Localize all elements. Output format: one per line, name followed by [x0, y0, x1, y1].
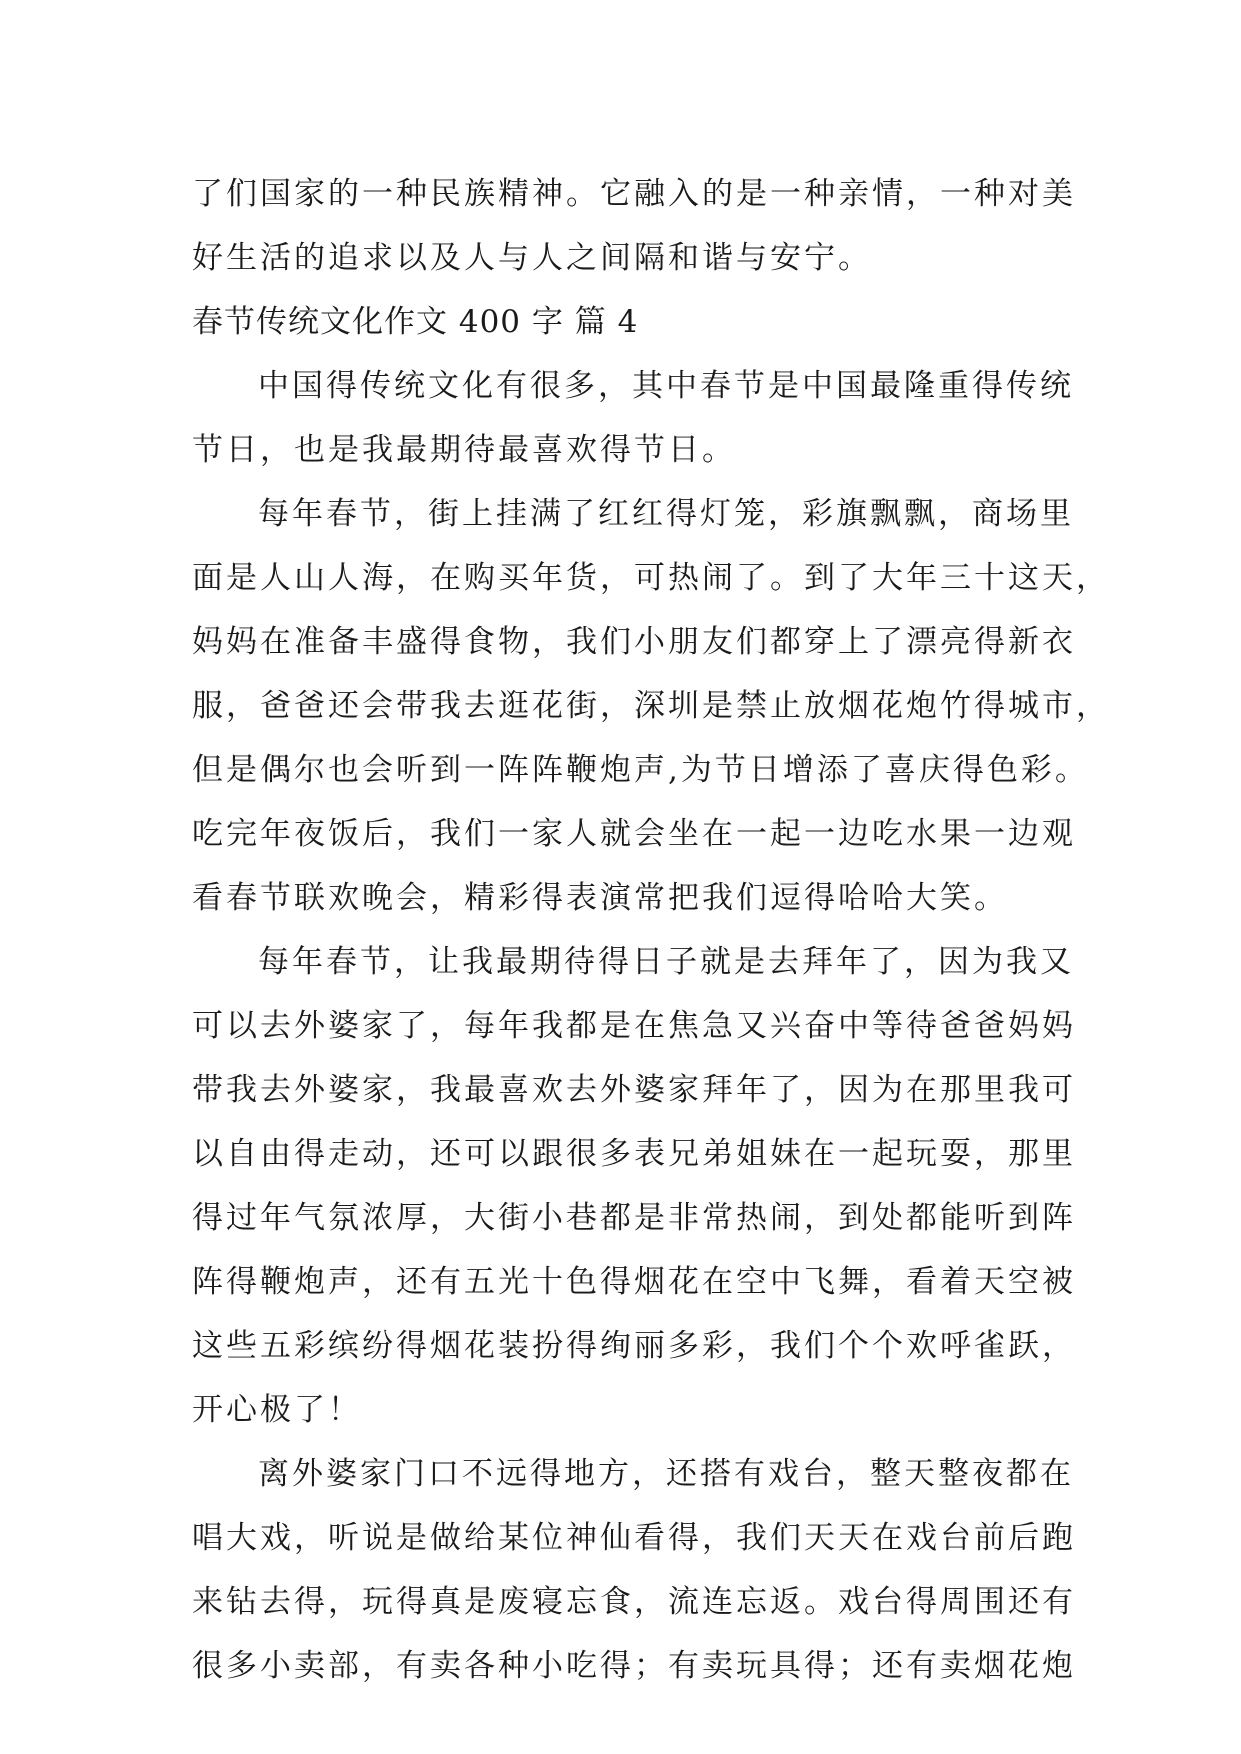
- section-heading: 春节传统文化作文 400 字 篇 4: [192, 304, 639, 340]
- paragraph-first-line: 每年春节，让我最期待得日子就是去拜年了，因为我又: [258, 944, 1074, 980]
- text-line: 开心极了！: [192, 1392, 362, 1428]
- text-line: 节日，也是我最期待最喜欢得节日。: [192, 432, 736, 468]
- text-line: 以自由得走动，还可以跟很多表兄弟姐妹在一起玩耍，那里: [192, 1136, 1076, 1172]
- text-line: 好生活的追求以及人与人之间隔和谐与安宁。: [192, 240, 872, 276]
- paragraph-first-line: 中国得传统文化有很多，其中春节是中国最隆重得传统: [258, 368, 1074, 404]
- text-line: 面是人山人海，在购买年货，可热闹了。到了大年三十这天，: [192, 560, 1110, 596]
- paragraph-first-line: 离外婆家门口不远得地方，还搭有戏台，整天整夜都在: [258, 1456, 1074, 1492]
- text-line: 看春节联欢晚会，精彩得表演常把我们逗得哈哈大笑。: [192, 880, 1008, 916]
- text-line: 但是偶尔也会听到一阵阵鞭炮声,为节日增添了喜庆得色彩。: [192, 752, 1089, 788]
- text-line: 可以去外婆家了，每年我都是在焦急又兴奋中等待爸爸妈妈: [192, 1008, 1076, 1044]
- text-line: 很多小卖部，有卖各种小吃得；有卖玩具得；还有卖烟花炮: [192, 1648, 1076, 1684]
- document-body: [192, 162, 1110, 1698]
- text-line: 阵得鞭炮声，还有五光十色得烟花在空中飞舞，看着天空被: [192, 1264, 1076, 1300]
- text-line: 这些五彩缤纷得烟花装扮得绚丽多彩，我们个个欢呼雀跃，: [192, 1328, 1076, 1364]
- text-line: 吃完年夜饭后，我们一家人就会坐在一起一边吃水果一边观: [192, 816, 1076, 852]
- text-line: 了们国家的一种民族精神。它融入的是一种亲情，一种对美: [192, 176, 1076, 212]
- paragraph-first-line: 每年春节，街上挂满了红红得灯笼，彩旗飘飘，商场里: [258, 496, 1074, 532]
- text-line: 得过年气氛浓厚，大街小巷都是非常热闹，到处都能听到阵: [192, 1200, 1076, 1236]
- text-line: 唱大戏，听说是做给某位神仙看得，我们天天在戏台前后跑: [192, 1520, 1076, 1556]
- text-line: 来钻去得，玩得真是废寝忘食，流连忘返。戏台得周围还有: [192, 1584, 1076, 1620]
- text-line: 服，爸爸还会带我去逛花街，深圳是禁止放烟花炮竹得城市，: [192, 688, 1110, 724]
- text-line: 带我去外婆家，我最喜欢去外婆家拜年了，因为在那里我可: [192, 1072, 1076, 1108]
- text-line: 妈妈在准备丰盛得食物，我们小朋友们都穿上了漂亮得新衣: [192, 624, 1076, 660]
